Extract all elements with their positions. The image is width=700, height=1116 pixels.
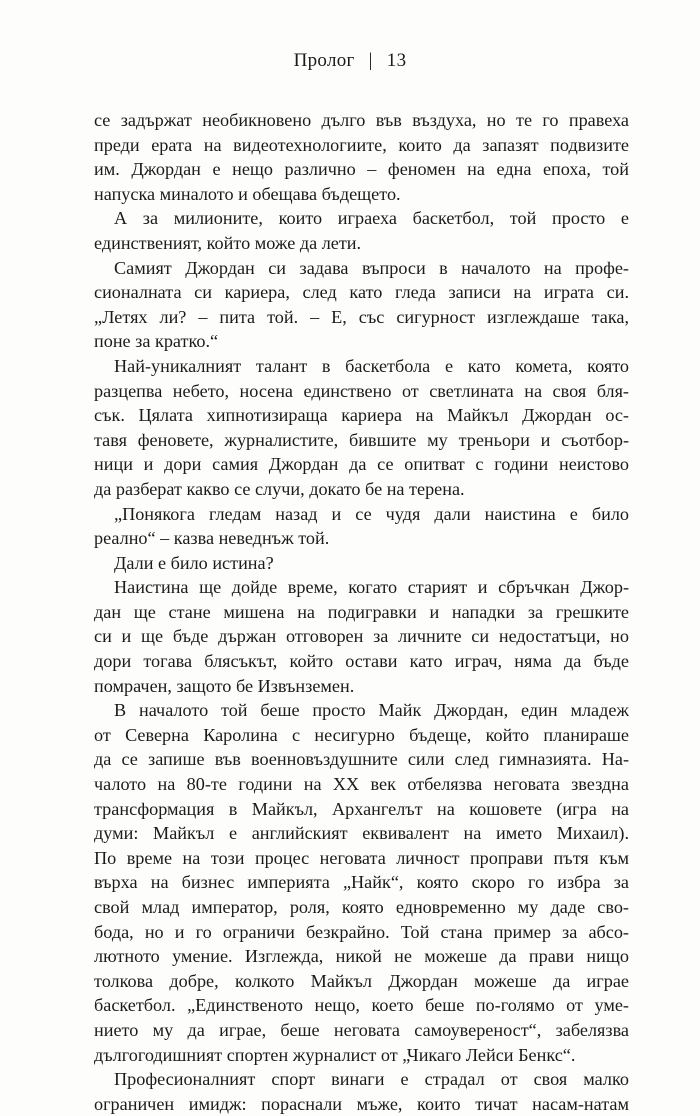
text-line: „Понякога гледам назад и се чудя дали наистина е било xyxy=(114,503,629,524)
text-line: чалото на 80-те години на XX век отбелязва неговата звездна xyxy=(94,774,629,795)
text-line: Наистина ще дойде време, когато старият и сбръчкан Джор- xyxy=(114,577,629,598)
text-line: разцепва небето, носена единствено от светлината на своя бля- xyxy=(94,380,629,401)
text-line: трансформация в Майкъл, Архангелът на кошовете (игра на xyxy=(94,798,629,819)
text-line: лютното умение. Изглежда, никой не можеше да прави нищо xyxy=(94,946,629,967)
chapter-title: Пролог xyxy=(293,50,355,71)
text-line: върха на бизнес империята „Найк“, която скоро го избра за xyxy=(94,872,629,893)
text-line: поне за кратко.“ xyxy=(94,331,219,352)
text-line: толкова добре, колкото Майкъл Джордан можеше да играе xyxy=(94,970,629,991)
text-line: дан ще стане мишена на подигравки и нападки за грешките xyxy=(94,601,629,622)
text-line: да разберат какво се случи, докато бе на терена. xyxy=(94,478,465,499)
text-line: По време на този процес неговата личност проправи пътя към xyxy=(94,847,629,868)
text-line: думи: Майкъл е английският еквивалент на името Михаил). xyxy=(94,823,629,844)
running-head xyxy=(0,50,700,72)
text-line: да се запише във военновъздушните сили след гимназията. На- xyxy=(94,749,629,770)
text-line: свой млад император, роля, която едновременно му даде сво- xyxy=(94,897,629,917)
text-line: сионалната си кариера, след като гледа записи на играта си. xyxy=(94,282,629,303)
text-line: Професионалният спорт винаги е страдал от своя малко xyxy=(114,1069,629,1090)
text-line: се задържат необикновено дълго във въздуха, но те го правеха xyxy=(94,110,629,130)
text-line: дългогодишният спортен журналист от „Чикаго Лейси Бенкс“. xyxy=(94,1044,576,1065)
text-line: си и ще бъде държан отговорен за личните си недостатъци, но xyxy=(94,626,629,647)
text-line: бода, но и го ограничи безкрайно. Той стана пример за абсо- xyxy=(94,921,629,942)
text-line: Най-уникалният талант в баскетбола е като комета, която xyxy=(114,355,629,376)
text-line: нието му да играе, беше неговата самоувереност“, забелязва xyxy=(94,1019,629,1040)
text-line: им. Джордан е нещо различно – феномен на една епоха, той xyxy=(94,159,629,180)
page-number: 13 xyxy=(386,50,407,71)
text-line: дори тогава блясъкът, който остави като играч, няма да бъде xyxy=(94,651,629,672)
text-line: А за милионите, които играеха баскетбол, той просто е xyxy=(114,208,629,229)
text-line: В началото той беше просто Майк Джордан, един младеж xyxy=(114,700,629,721)
text-line: ограничен имидж: пораснали мъже, които тичат насам-натам xyxy=(94,1093,629,1114)
text-line: преди ерата на видеотехнологиите, които да запазят подвизите xyxy=(94,134,629,155)
text-line: Дали е било истина? xyxy=(114,552,274,573)
text-line: сък. Цялата хипнотизираща кариера на Майкъл Джордан ос- xyxy=(94,405,629,426)
text-line: Самият Джордан си задава въпроси в началото на профе- xyxy=(114,257,629,278)
header-separator: | xyxy=(368,50,373,71)
text-line: помрачен, защото бе Извънземен. xyxy=(94,675,355,696)
text-line: тавя феновете, журналистите, бившите му треньори и съотбор- xyxy=(94,429,629,450)
text-line: баскетбол. „Единственото нещо, което беше по-голямо от уме- xyxy=(94,995,629,1016)
body-text xyxy=(94,108,629,1116)
text-line: реално“ – казва неведнъж той. xyxy=(94,528,330,549)
text-line: от Северна Каролина с несигурно бъдеще, който планираше xyxy=(94,724,629,745)
text-line: единственият, който може да лети. xyxy=(94,232,362,253)
text-line: ници и дори самия Джордан да се опитват с години неистово xyxy=(94,454,629,475)
text-line: напуска миналото и обещава бъдещето. xyxy=(94,183,401,204)
text-line: „Летях ли? – пита той. – Е, със сигурност изглеждаше така, xyxy=(94,306,629,327)
